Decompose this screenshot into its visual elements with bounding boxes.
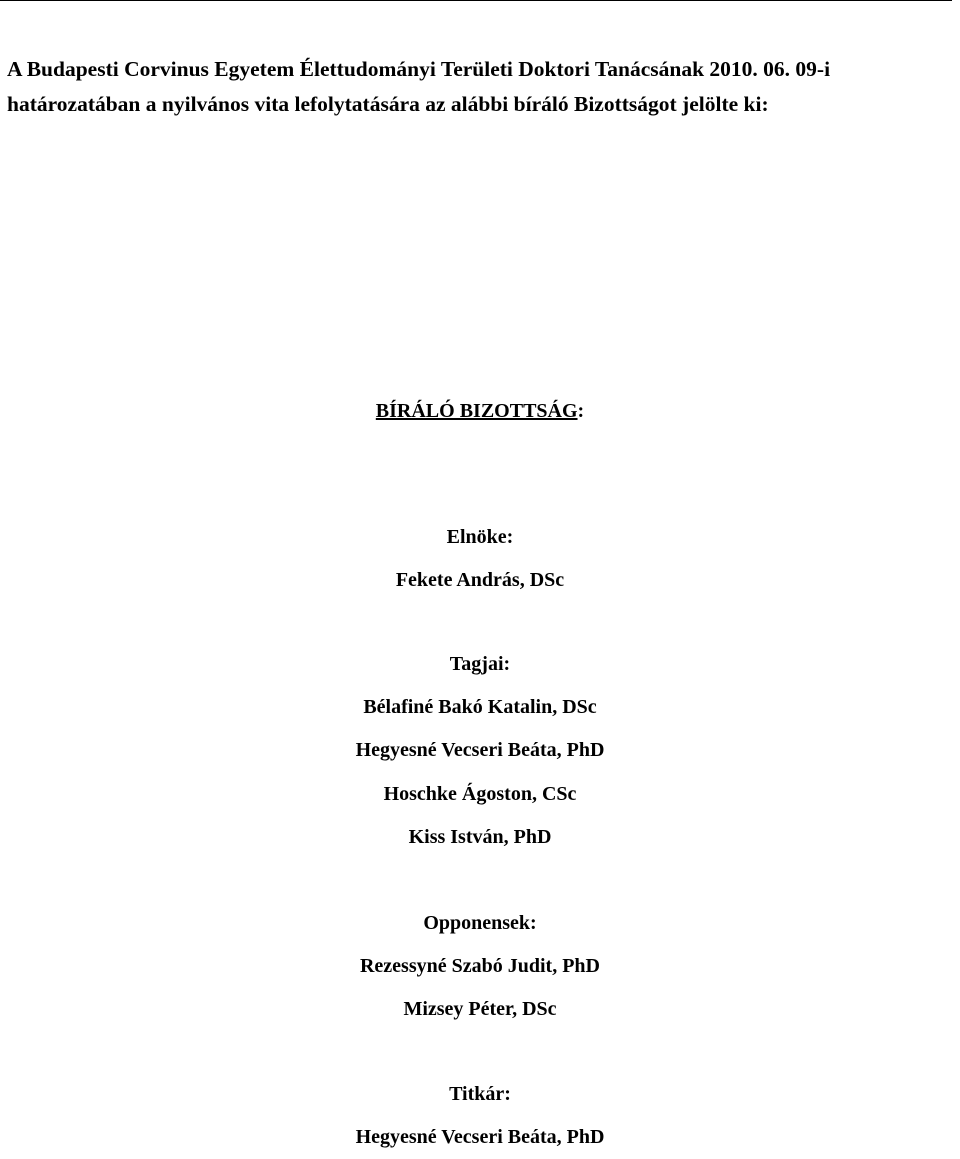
members-label: Tagjai: xyxy=(449,653,511,675)
opponents-label: Opponensek: xyxy=(423,912,537,934)
secretary-name: Hegyesné Vecseri Beáta, PhD xyxy=(355,1126,605,1148)
member-item: Hegyesné Vecseri Beáta, PhD xyxy=(355,739,605,761)
chair-label: Elnöke: xyxy=(446,526,514,548)
chair-name: Fekete András, DSc xyxy=(395,569,565,591)
intro-paragraph xyxy=(7,52,957,122)
committee-title-colon: : xyxy=(577,400,585,422)
committee-title-text: BÍRÁLÓ BIZOTTSÁG xyxy=(375,400,578,422)
member-item: Kiss István, PhD xyxy=(408,826,552,848)
committee-title xyxy=(0,390,960,433)
intro-line-1: A Budapesti Corvinus Egyetem Élettudományi Területi Doktori Tanácsának 2010. 06. 09-i xyxy=(7,57,831,81)
opponent-item: Mizsey Péter, DSc xyxy=(403,998,557,1020)
secretary-label: Titkár: xyxy=(449,1083,511,1105)
member-item: Hoschke Ágoston, CSc xyxy=(383,783,577,805)
intro-line-2: határozatában a nyilvános vita lefolytatására az alábbi bíráló Bizottságot jelölte ki: xyxy=(7,92,769,116)
top-rule xyxy=(0,0,952,1)
opponent-item: Rezessyné Szabó Judit, PhD xyxy=(359,955,600,977)
member-item: Bélafiné Bakó Katalin, DSc xyxy=(363,696,597,718)
